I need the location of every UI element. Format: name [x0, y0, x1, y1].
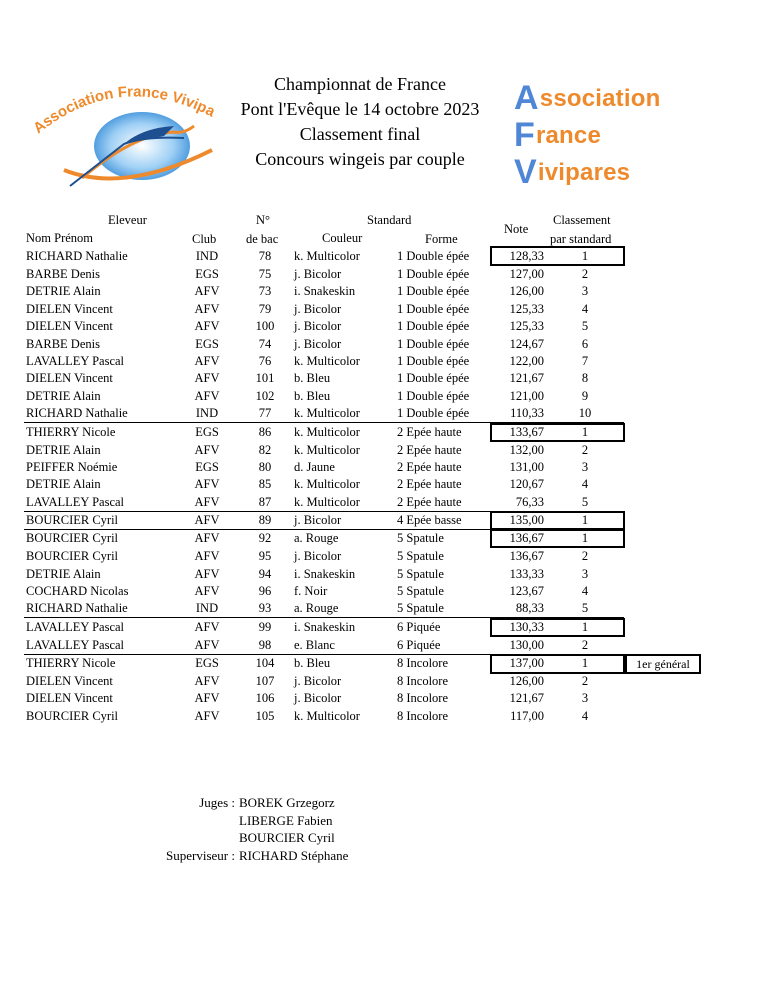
row-club: AFV: [194, 691, 220, 705]
row-bac: 80: [258, 460, 272, 474]
row-note: 76,33: [515, 495, 544, 509]
row-rank: 4: [581, 709, 589, 723]
row-bac: 78: [258, 249, 272, 263]
row-bac: 73: [258, 284, 272, 298]
logo-word-2: rance: [535, 122, 602, 149]
row-name: RICHARD Nathalie: [26, 406, 128, 420]
row-forme: 1 Double épée: [397, 337, 470, 351]
row-couleur: i. Snakeskin: [294, 620, 356, 634]
row-name: DIELEN Vincent: [26, 319, 113, 333]
row-club: AFV: [194, 531, 220, 545]
header-nom-prenom: Nom Prénom: [26, 231, 94, 245]
row-couleur: b. Bleu: [294, 389, 331, 403]
row-forme: 5 Spatule: [397, 531, 444, 545]
row-name: DETRIE Alain: [26, 567, 101, 581]
juge-2: LIBERGE Fabien: [239, 812, 333, 828]
row-name: DETRIE Alain: [26, 284, 101, 298]
row-note: 130,00: [509, 638, 544, 652]
title-line-2: Pont l'Evêque le 14 octobre 2023: [240, 99, 480, 119]
table-row: [0, 248, 765, 265]
row-note: 136,67: [509, 549, 544, 563]
row-forme: 1 Double épée: [397, 249, 470, 263]
row-rank: 1: [581, 531, 589, 545]
row-club: EGS: [195, 425, 219, 439]
row-couleur: i. Snakeskin: [294, 567, 356, 581]
row-couleur: k. Multicolor: [294, 425, 360, 439]
row-bac: 77: [258, 406, 272, 420]
row-couleur: a. Rouge: [294, 531, 339, 545]
table-row: [0, 566, 765, 583]
row-rank: 3: [581, 460, 589, 474]
row-club: IND: [195, 406, 219, 420]
row-bac: 89: [258, 513, 272, 527]
row-rank: 3: [581, 284, 589, 298]
row-rank: 4: [581, 477, 589, 491]
row-couleur: d. Jaune: [294, 460, 335, 474]
row-bac: 79: [258, 302, 272, 316]
row-club: AFV: [194, 302, 220, 316]
table-row: [0, 494, 765, 511]
row-note: 88,33: [515, 601, 544, 615]
row-club: AFV: [194, 477, 220, 491]
general-winner-badge: 1er général: [625, 654, 701, 674]
row-name: DIELEN Vincent: [26, 302, 113, 316]
row-name: DETRIE Alain: [26, 389, 101, 403]
jury-labels: [166, 794, 235, 864]
row-club: AFV: [194, 389, 220, 403]
table-row: [0, 442, 765, 459]
row-couleur: e. Blanc: [294, 638, 335, 652]
row-forme: 5 Spatule: [397, 584, 444, 598]
row-club: AFV: [194, 709, 220, 723]
row-club: EGS: [195, 656, 219, 670]
table-row: [0, 619, 765, 636]
row-couleur: b. Bleu: [294, 656, 331, 670]
superviseur-label: Superviseur :: [166, 847, 235, 863]
row-rank: 1: [581, 249, 589, 263]
table-row: [0, 637, 765, 654]
fish-logo-icon: [24, 74, 224, 192]
table-row: [0, 600, 765, 617]
row-name: BARBE Denis: [26, 267, 100, 281]
row-club: AFV: [194, 584, 220, 598]
row-name: RICHARD Nathalie: [26, 601, 128, 615]
row-note: 133,67: [509, 425, 544, 439]
row-name: LAVALLEY Pascal: [26, 495, 125, 509]
row-name: DIELEN Vincent: [26, 691, 113, 705]
row-forme: 8 Incolore: [397, 656, 449, 670]
header-eleveur: Eleveur: [108, 213, 147, 227]
table-row: [0, 476, 765, 493]
row-club: AFV: [194, 620, 220, 634]
row-forme: 6 Piquée: [397, 620, 441, 634]
row-note: 121,67: [509, 371, 544, 385]
row-couleur: k. Multicolor: [294, 477, 360, 491]
row-bac: 99: [258, 620, 272, 634]
row-couleur: k. Multicolor: [294, 709, 360, 723]
row-couleur: j. Bicolor: [294, 691, 342, 705]
row-name: COCHARD Nicolas: [26, 584, 129, 598]
row-couleur: j. Bicolor: [294, 302, 342, 316]
row-club: IND: [195, 601, 219, 615]
row-forme: 1 Double épée: [397, 406, 470, 420]
row-note: 137,00: [509, 656, 544, 670]
row-club: EGS: [195, 460, 219, 474]
row-club: AFV: [194, 638, 220, 652]
table-row: [0, 424, 765, 441]
row-bac: 96: [258, 584, 272, 598]
row-bac: 85: [258, 477, 272, 491]
row-couleur: j. Bicolor: [294, 549, 342, 563]
row-note: 125,33: [509, 302, 544, 316]
row-note: 135,00: [509, 513, 544, 527]
winner-box: [490, 511, 625, 530]
table-row: [0, 301, 765, 318]
row-note: 131,00: [509, 460, 544, 474]
title-line-1: Championnat de France: [274, 74, 446, 94]
winner-box: [490, 654, 625, 674]
row-bac: 100: [255, 319, 275, 333]
row-couleur: f. Noir: [294, 584, 328, 598]
row-note: 132,00: [509, 443, 544, 457]
logo-left-text: Association France Vivipa: [30, 83, 218, 138]
row-rank: 1: [581, 513, 589, 527]
table-row: [0, 548, 765, 565]
row-note: 126,00: [509, 674, 544, 688]
row-club: AFV: [194, 549, 220, 563]
row-rank: 2: [581, 267, 589, 281]
row-name: LAVALLEY Pascal: [26, 354, 125, 368]
row-rank: 5: [581, 601, 589, 615]
table-row: [0, 283, 765, 300]
row-bac: 76: [258, 354, 272, 368]
row-rank: 1: [581, 425, 589, 439]
row-forme: 1 Double épée: [397, 389, 470, 403]
row-bac: 86: [258, 425, 272, 439]
juge-3: BOURCIER Cyril: [239, 830, 335, 846]
table-row: [0, 673, 765, 690]
row-club: AFV: [194, 513, 220, 527]
table-row: [0, 708, 765, 725]
row-bac: 82: [258, 443, 272, 457]
row-club: EGS: [195, 337, 219, 351]
row-rank: 3: [581, 691, 589, 705]
row-forme: 1 Double épée: [397, 319, 470, 333]
row-couleur: k. Multicolor: [294, 495, 360, 509]
row-rank: 2: [581, 549, 589, 563]
table-row: [0, 583, 765, 600]
row-rank: 4: [581, 584, 589, 598]
row-name: DETRIE Alain: [26, 443, 101, 457]
row-bac: 98: [258, 638, 272, 652]
row-note: 130,33: [509, 620, 544, 634]
row-rank: 1: [581, 656, 589, 670]
logo-word-3: ivipares: [537, 159, 631, 186]
row-club: AFV: [194, 284, 220, 298]
table-row: [0, 318, 765, 335]
juges-label: Juges :: [199, 795, 235, 810]
row-forme: 1 Double épée: [397, 267, 470, 281]
table-row: [0, 353, 765, 370]
row-name: THIERRY Nicole: [26, 425, 116, 439]
header-par-standard: par standard: [550, 232, 612, 246]
row-name: RICHARD Nathalie: [26, 249, 128, 263]
row-rank: 2: [581, 638, 589, 652]
row-bac: 95: [258, 549, 272, 563]
row-note: 127,00: [509, 267, 544, 281]
logo-initial-f: F: [514, 116, 535, 154]
row-rank: 5: [581, 319, 589, 333]
association-logo-right: [514, 80, 694, 190]
row-forme: 1 Double épée: [397, 284, 470, 298]
header-club: Club: [192, 232, 217, 246]
table-row: [0, 388, 765, 405]
row-forme: 1 Double épée: [397, 371, 470, 385]
table-row: [0, 266, 765, 283]
row-rank: 8: [581, 371, 589, 385]
row-rank: 7: [581, 354, 589, 368]
row-rank: 2: [581, 443, 589, 457]
row-club: IND: [195, 249, 219, 263]
jury-names: [239, 794, 348, 864]
row-forme: 2 Epée haute: [397, 460, 462, 474]
row-forme: 1 Double épée: [397, 302, 470, 316]
row-forme: 8 Incolore: [397, 691, 449, 705]
row-note: 126,00: [509, 284, 544, 298]
winner-box: [490, 423, 625, 442]
table-row: [0, 405, 765, 422]
header-classement: Classement: [553, 213, 611, 227]
row-note: 121,67: [509, 691, 544, 705]
row-name: LAVALLEY Pascal: [26, 638, 125, 652]
row-couleur: k. Multicolor: [294, 443, 360, 457]
row-forme: 4 Epée basse: [397, 513, 462, 527]
row-note: 121,00: [509, 389, 544, 403]
winner-box: [490, 529, 625, 548]
row-club: AFV: [194, 495, 220, 509]
header-forme: Forme: [425, 232, 458, 246]
row-name: DETRIE Alain: [26, 477, 101, 491]
row-note: 122,00: [509, 354, 544, 368]
row-club: EGS: [195, 267, 219, 281]
table-row: [0, 370, 765, 387]
table-row: [0, 690, 765, 707]
row-rank: 10: [578, 406, 592, 420]
row-couleur: j. Bicolor: [294, 267, 342, 281]
row-rank: 5: [581, 495, 589, 509]
superviseur-name: RICHARD Stéphane: [239, 847, 349, 863]
row-bac: 105: [255, 709, 275, 723]
row-name: BOURCIER Cyril: [26, 549, 119, 563]
row-rank: 1: [581, 620, 589, 634]
row-bac: 102: [255, 389, 275, 403]
header-num: N°: [256, 213, 271, 227]
row-rank: 2: [581, 674, 589, 688]
row-club: AFV: [194, 354, 220, 368]
row-note: 120,67: [509, 477, 544, 491]
row-bac: 106: [255, 691, 275, 705]
row-bac: 104: [255, 656, 275, 670]
row-bac: 94: [258, 567, 272, 581]
row-forme: 2 Epée haute: [397, 425, 462, 439]
row-forme: 2 Epée haute: [397, 495, 462, 509]
row-forme: 5 Spatule: [397, 549, 444, 563]
row-note: 110,33: [510, 406, 544, 420]
row-name: PEIFFER Noémie: [26, 460, 118, 474]
row-name: BOURCIER Cyril: [26, 709, 119, 723]
winner-box: [490, 246, 625, 266]
title-line-3: Classement final: [299, 124, 421, 144]
row-club: AFV: [194, 443, 220, 457]
row-bac: 93: [258, 601, 272, 615]
row-forme: 8 Incolore: [397, 709, 449, 723]
row-name: BOURCIER Cyril: [26, 513, 119, 527]
row-club: AFV: [194, 674, 220, 688]
row-forme: 5 Spatule: [397, 567, 444, 581]
row-forme: 2 Epée haute: [397, 443, 462, 457]
row-forme: 8 Incolore: [397, 674, 449, 688]
header-de-bac: de bac: [246, 232, 279, 246]
row-bac: 74: [258, 337, 272, 351]
row-bac: 75: [258, 267, 272, 281]
row-forme: 6 Piquée: [397, 638, 441, 652]
row-note: 133,33: [509, 567, 544, 581]
header-standard: Standard: [367, 213, 412, 227]
row-couleur: k. Multicolor: [294, 354, 360, 368]
winner-box: [490, 618, 625, 637]
table-row: [0, 530, 765, 547]
row-name: BARBE Denis: [26, 337, 100, 351]
row-couleur: k. Multicolor: [294, 249, 360, 263]
row-couleur: k. Multicolor: [294, 406, 360, 420]
row-name: DIELEN Vincent: [26, 674, 113, 688]
header-couleur: Couleur: [322, 231, 363, 245]
row-rank: 9: [581, 389, 589, 403]
row-name: LAVALLEY Pascal: [26, 620, 125, 634]
row-rank: 6: [581, 337, 589, 351]
row-rank: 3: [581, 567, 589, 581]
row-note: 125,33: [509, 319, 544, 333]
row-forme: 1 Double épée: [397, 354, 470, 368]
row-couleur: i. Snakeskin: [294, 284, 356, 298]
row-note: 128,33: [509, 249, 544, 263]
row-note: 124,67: [509, 337, 544, 351]
row-club: AFV: [194, 567, 220, 581]
header-note: Note: [504, 222, 529, 236]
logo-word-1: ssociation: [539, 85, 661, 112]
row-forme: 5 Spatule: [397, 601, 444, 615]
table-row: [0, 336, 765, 353]
row-name: THIERRY Nicole: [26, 656, 116, 670]
row-note: 117,00: [510, 709, 544, 723]
row-couleur: j. Bicolor: [294, 337, 342, 351]
row-name: DIELEN Vincent: [26, 371, 113, 385]
row-club: AFV: [194, 319, 220, 333]
table-row: [0, 459, 765, 476]
row-note: 123,67: [509, 584, 544, 598]
table-row: [0, 512, 765, 529]
row-bac: 107: [255, 674, 275, 688]
row-couleur: b. Bleu: [294, 371, 331, 385]
row-name: BOURCIER Cyril: [26, 531, 119, 545]
row-bac: 101: [255, 371, 275, 385]
logo-initial-v: V: [514, 153, 537, 191]
row-bac: 92: [258, 531, 272, 545]
row-couleur: j. Bicolor: [294, 513, 342, 527]
row-bac: 87: [258, 495, 272, 509]
page-title: [222, 72, 498, 172]
row-couleur: a. Rouge: [294, 601, 339, 615]
row-couleur: j. Bicolor: [294, 674, 342, 688]
row-forme: 2 Epée haute: [397, 477, 462, 491]
association-logo-left: [24, 74, 224, 192]
row-club: AFV: [194, 371, 220, 385]
row-couleur: j. Bicolor: [294, 319, 342, 333]
row-rank: 4: [581, 302, 589, 316]
juge-1: BOREK Grzegorz: [239, 795, 335, 810]
logo-initial-a: A: [514, 79, 539, 117]
row-note: 136,67: [509, 531, 544, 545]
title-line-4: Concours wingeis par couple: [255, 149, 465, 169]
